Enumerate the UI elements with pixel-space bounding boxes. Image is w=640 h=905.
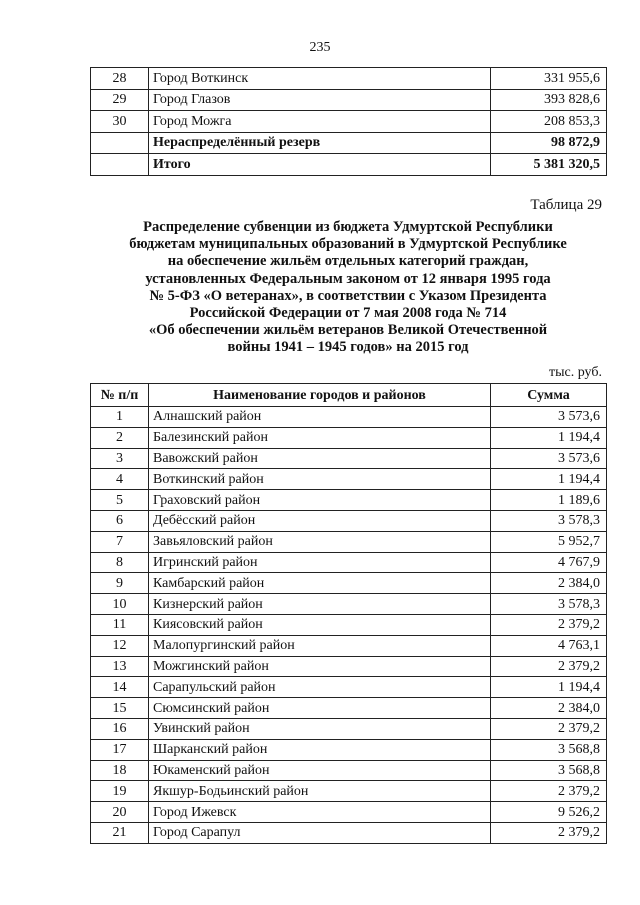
row-number: 14	[91, 677, 149, 698]
row-number: 16	[91, 718, 149, 739]
header-number: № п/п	[91, 384, 149, 407]
row-number: 11	[91, 614, 149, 635]
row-number: 5	[91, 490, 149, 511]
row-sum: 2 384,0	[491, 698, 607, 719]
row-name: Игринский район	[149, 552, 491, 573]
row-name: Итого	[149, 154, 491, 176]
row-number: 17	[91, 739, 149, 760]
table-row	[91, 89, 607, 111]
row-sum: 3 568,8	[491, 739, 607, 760]
row-name: Алнашский район	[149, 407, 491, 428]
row-name: Камбарский район	[149, 573, 491, 594]
table-caption: Таблица 29	[530, 197, 602, 213]
unit-label: тыс. руб.	[549, 365, 602, 380]
row-name: Граховский район	[149, 490, 491, 511]
previous-table-continuation	[90, 67, 607, 176]
table-row	[91, 448, 607, 469]
row-sum: 5 381 320,5	[491, 154, 607, 176]
row-sum: 2 379,2	[491, 656, 607, 677]
row-name: Воткинский район	[149, 469, 491, 490]
table-row	[91, 132, 607, 154]
row-sum: 5 952,7	[491, 531, 607, 552]
row-sum: 98 872,9	[491, 132, 607, 154]
table-row	[91, 802, 607, 823]
row-sum: 4 763,1	[491, 635, 607, 656]
table-row	[91, 635, 607, 656]
row-number: 9	[91, 573, 149, 594]
row-name: Можгинский район	[149, 656, 491, 677]
title-line: Распределение субвенции из бюджета Удмуртской Республики	[143, 219, 553, 235]
row-sum: 2 379,2	[491, 718, 607, 739]
row-name: Юкаменский район	[149, 760, 491, 781]
table-row	[91, 739, 607, 760]
title-line: на обеспечение жильём отдельных категорий граждан,	[167, 253, 529, 270]
table-row	[91, 154, 607, 176]
row-number: 8	[91, 552, 149, 573]
row-number: 29	[91, 89, 149, 111]
title-line: «Об обеспечении жильём ветеранов Великой Отечественной	[148, 322, 548, 339]
table-row	[91, 111, 607, 133]
row-sum: 2 384,0	[491, 573, 607, 594]
row-number: 1	[91, 407, 149, 428]
row-number: 19	[91, 781, 149, 802]
row-number: 3	[91, 448, 149, 469]
header-sum: Сумма	[491, 384, 607, 407]
table-row	[91, 573, 607, 594]
page-number: 235	[309, 40, 331, 55]
title-line: № 5-ФЗ «О ветеранах», в соответствии с Указом Президента	[149, 287, 547, 304]
row-sum: 393 828,6	[491, 89, 607, 111]
row-name: Дебёсский район	[149, 510, 491, 531]
table-row	[91, 469, 607, 490]
table-header-row	[91, 384, 607, 407]
row-number	[91, 154, 149, 176]
row-name: Город Ижевск	[149, 802, 491, 823]
row-number: 6	[91, 510, 149, 531]
row-name: Нераспределённый резерв	[149, 132, 491, 154]
row-name: Шарканский район	[149, 739, 491, 760]
row-number: 4	[91, 469, 149, 490]
row-number	[91, 132, 149, 154]
table-row	[91, 68, 607, 90]
row-name: Город Можга	[149, 111, 491, 133]
row-number: 30	[91, 111, 149, 133]
row-name: Киясовский район	[149, 614, 491, 635]
table-row	[91, 760, 607, 781]
row-name: Сарапульский район	[149, 677, 491, 698]
table-row	[91, 427, 607, 448]
row-sum: 3 578,3	[491, 594, 607, 615]
title-line: войны 1941 – 1945 годов» на 2015 год	[227, 339, 469, 356]
row-sum: 2 379,2	[491, 614, 607, 635]
title-line: бюджетам муниципальных образований в Удмуртской Республике	[129, 236, 567, 253]
row-sum: 3 573,6	[491, 448, 607, 469]
table-row	[91, 490, 607, 511]
title-line: Российской Федерации от 7 мая 2008 года № 714	[189, 305, 507, 322]
subvention-table	[90, 383, 607, 844]
table-row	[91, 718, 607, 739]
row-sum: 208 853,3	[491, 111, 607, 133]
row-number: 20	[91, 802, 149, 823]
table-row	[91, 510, 607, 531]
table-row	[91, 614, 607, 635]
row-number: 15	[91, 698, 149, 719]
row-sum: 4 767,9	[491, 552, 607, 573]
row-sum: 9 526,2	[491, 802, 607, 823]
row-number: 10	[91, 594, 149, 615]
row-name: Сюмсинский район	[149, 698, 491, 719]
table-row	[91, 552, 607, 573]
row-name: Кизнерский район	[149, 594, 491, 615]
row-name: Вавожский район	[149, 448, 491, 469]
row-number: 7	[91, 531, 149, 552]
row-sum: 2 379,2	[491, 822, 607, 843]
row-sum: 3 568,8	[491, 760, 607, 781]
row-number: 18	[91, 760, 149, 781]
row-sum: 3 578,3	[491, 510, 607, 531]
row-sum: 2 379,2	[491, 781, 607, 802]
header-name: Наименование городов и районов	[149, 384, 491, 407]
row-sum: 1 189,6	[491, 490, 607, 511]
row-name: Малопургинский район	[149, 635, 491, 656]
row-name: Город Воткинск	[149, 68, 491, 90]
row-name: Увинский район	[149, 718, 491, 739]
row-number: 13	[91, 656, 149, 677]
row-sum: 1 194,4	[491, 469, 607, 490]
table-row	[91, 594, 607, 615]
table-row	[91, 822, 607, 843]
row-name: Якшур-Бодьинский район	[149, 781, 491, 802]
row-number: 28	[91, 68, 149, 90]
row-name: Балезинский район	[149, 427, 491, 448]
table-row	[91, 781, 607, 802]
table-title	[90, 219, 606, 357]
row-name: Город Глазов	[149, 89, 491, 111]
table-row	[91, 656, 607, 677]
row-sum: 1 194,4	[491, 677, 607, 698]
table-row	[91, 698, 607, 719]
row-number: 2	[91, 427, 149, 448]
title-line: установленных Федеральным законом от 12 января 1995 года	[145, 270, 551, 287]
row-number: 21	[91, 822, 149, 843]
row-sum: 3 573,6	[491, 407, 607, 428]
table-row	[91, 677, 607, 698]
row-sum: 1 194,4	[491, 427, 607, 448]
row-sum: 331 955,6	[491, 68, 607, 90]
row-name: Завьяловский район	[149, 531, 491, 552]
row-name: Город Сарапул	[149, 822, 491, 843]
row-number: 12	[91, 635, 149, 656]
table-row	[91, 531, 607, 552]
table-row	[91, 407, 607, 428]
